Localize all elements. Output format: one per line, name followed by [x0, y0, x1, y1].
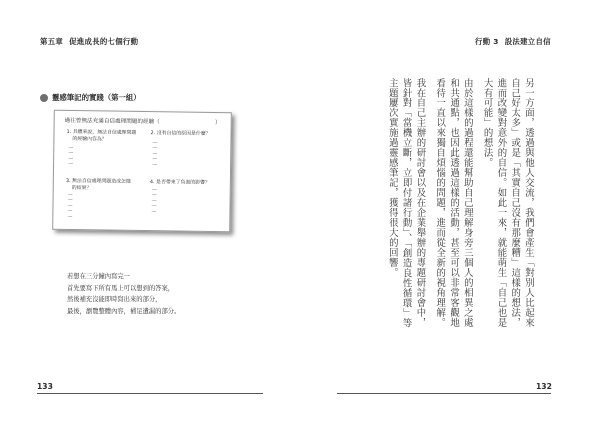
- page-number-left: 133: [37, 382, 53, 391]
- instruction-line: 最後，瀏覽整體內容，補足遺漏的部分。: [67, 307, 181, 315]
- instruction-line: 然後補充沒能即時寫出來的部分，: [67, 296, 162, 303]
- card-question-line: 2. 沒有自信的原因是什麼？: [150, 130, 211, 137]
- answer-dashes: [152, 141, 157, 168]
- card-question-line: 的結果？: [71, 184, 92, 191]
- card-question-2: [150, 130, 222, 138]
- dash: —: [67, 208, 73, 215]
- instruction-line: 首先要寫下所有馬上可以想到的答案，: [67, 284, 175, 292]
- dash: —: [67, 197, 73, 204]
- body-paragraph: 另一方面，透過與他人交流，我們會產生「對別人比起來自己好太多」或是「其實自己沒有那麼糟」這樣的想法，進而改變對意外的自信。如此一來，就能萌生「自己也是大有可能」的想法。: [481, 78, 534, 328]
- card-question-4: [150, 179, 222, 187]
- instructions: [67, 271, 180, 317]
- dash: —: [68, 144, 74, 152]
- bullet-dot-icon: [40, 94, 48, 102]
- card-heading: 過往曾無法充滿自信處理問題的經驗（: [64, 117, 160, 126]
- page-number-right: 132: [536, 382, 552, 391]
- body-paragraph: 我在自己主辦的研討會以及在企業舉辦的專題研討會中，皆針對「當機立斷，立即付諸行動」、「創造良性循環」等主題屢次實施過靈感筆記，獲得很大的回響。: [386, 78, 426, 329]
- instruction-line: 若想在三分鐘內寫完一: [67, 273, 130, 280]
- card-question-line: 的經驗內容為？: [72, 135, 107, 143]
- dash: —: [152, 161, 158, 168]
- chapter-title: 促進成長的七個行動: [69, 37, 139, 46]
- card-question-line: 1. 具體來說，無法自信處理問題: [66, 128, 137, 136]
- card-question-3: [66, 178, 138, 192]
- dash: —: [151, 187, 157, 194]
- body-paragraph: 由於這樣的過程還能幫助自己理解身旁三個人的相異之處和共通點，也因此透過這樣的活動，甚至可以非常客觀地看待一直以來獨自煩惱的問題，進而從全新的視角理解。: [434, 78, 473, 328]
- dash: —: [151, 197, 157, 205]
- dash: —: [151, 203, 157, 210]
- dash: —: [68, 155, 74, 162]
- dash: —: [68, 161, 74, 168]
- chapter-label: 第五章: [40, 37, 64, 46]
- dash: —: [152, 150, 158, 158]
- dash: —: [152, 140, 158, 147]
- dash: —: [152, 145, 158, 152]
- section-title: [40, 92, 141, 103]
- dash: —: [151, 192, 157, 199]
- footer-rule: [37, 393, 263, 394]
- section-header-title: 設法建立自信: [504, 37, 551, 46]
- section-label: 行動 3: [475, 37, 499, 46]
- dash: —: [67, 191, 73, 199]
- answer-dashes: [67, 193, 72, 220]
- card-heading-close: ）: [215, 120, 221, 127]
- section-title-text: 靈感筆記的實踐（第一組）: [52, 93, 141, 102]
- answer-dashes: [68, 146, 73, 168]
- chapter-header: [40, 36, 138, 47]
- card-question-line: 4. 是否帶來了負面的影響？: [149, 179, 210, 186]
- answer-dashes: [151, 188, 156, 215]
- footer-rule: [337, 393, 551, 394]
- card-question-line: 3. 無法自信處理問題造成怎樣: [65, 177, 131, 185]
- vertical-body-text: [386, 78, 535, 333]
- dash: —: [152, 156, 158, 163]
- dash: —: [67, 202, 73, 209]
- dash: —: [67, 213, 73, 220]
- section-header: [475, 36, 551, 47]
- card-question-1: [66, 129, 138, 143]
- note-card: [52, 110, 232, 232]
- dash: —: [68, 150, 74, 157]
- dash: —: [151, 208, 157, 215]
